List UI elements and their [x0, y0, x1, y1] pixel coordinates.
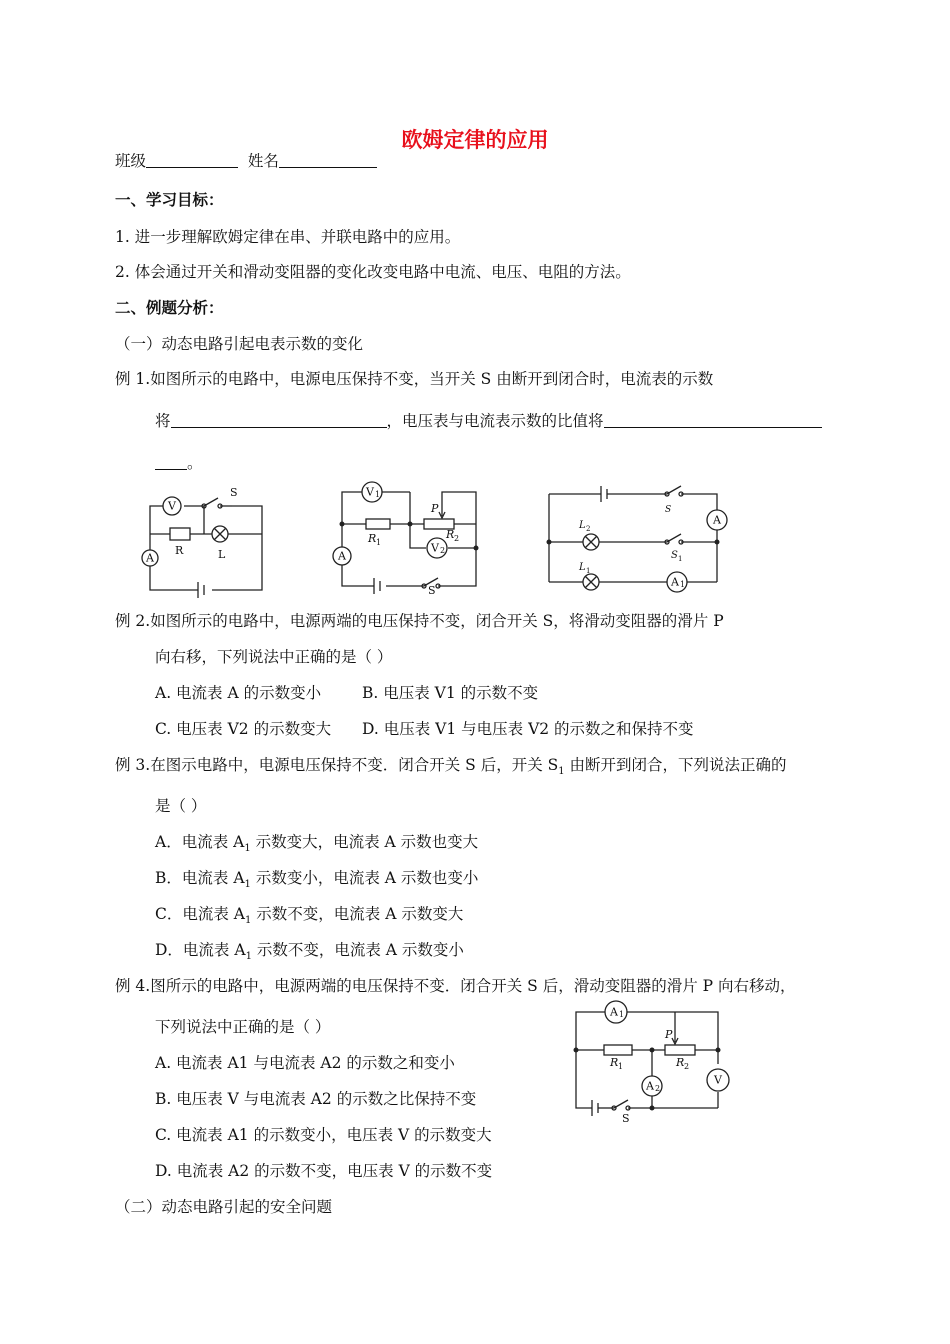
ex3-option-d-post: 示数不变，电流表 A 示数变小	[251, 941, 464, 959]
ex2-line1: 例 2.如图所示的电路中，电源两端的电压保持不变，闭合开关 S，将滑动变阻器的滑片 P	[115, 612, 724, 630]
ex3-option-b-pre: B．电流表 A	[155, 869, 245, 887]
fig3-l2-sub: 2	[586, 525, 591, 533]
ex3-option-c-sub: 1	[244, 915, 252, 927]
ex1-line2	[155, 411, 822, 431]
ex3-option-c-post: 示数不变，电流表 A 示数变大	[251, 905, 464, 923]
fig2-v1-label: V	[366, 485, 374, 499]
section1-heading: 一、学习目标：	[115, 191, 224, 209]
ex2-line2: 向右移，下列说法中正确的是（ ）	[155, 648, 393, 666]
circuit-diagram-1	[140, 482, 270, 594]
ex4-line1: 例 4.图所示的电路中，电源两端的电压保持不变．闭合开关 S 后，滑动变阻器的滑片 P 向右移动，	[115, 977, 796, 995]
fig2-ammeter-label: A	[338, 549, 346, 563]
name-blank[interactable]	[279, 151, 377, 168]
ex3-option-c[interactable]	[155, 904, 463, 931]
goal-item-1: 1. 进一步理解欧姆定律在串、并联电路中的应用。	[115, 228, 461, 246]
fig4-p-label: P	[665, 1028, 673, 1041]
ex4-line2: 下列说法中正确的是（ ）	[155, 1018, 331, 1036]
ex4-option-d[interactable]: D. 电流表 A2 的示数不变，电压表 V 的示数不变	[155, 1162, 493, 1180]
class-label: 班级	[115, 152, 147, 170]
fig1-switch-label: S	[230, 486, 238, 499]
ex3-option-a[interactable]	[155, 832, 478, 859]
fig2-v2-sub: 2	[440, 546, 446, 555]
fig4-a2-label: A	[646, 1079, 654, 1093]
ex1-blank-1[interactable]	[171, 411, 387, 428]
subsection-1: （一）动态电路引起电表示数的变化	[115, 335, 364, 353]
ex3-option-b[interactable]	[155, 868, 478, 895]
circuit-diagram-3	[543, 482, 743, 594]
fig2-v2-label: V	[431, 541, 439, 555]
ex3-option-b-sub: 1	[244, 879, 251, 891]
ex3-option-a-post: 示数变大，电流表 A 示数也变大	[250, 833, 479, 851]
ex1-blank-2[interactable]	[604, 411, 822, 428]
fig1-lamp-label: L	[218, 548, 226, 561]
ex2-option-a[interactable]: A. 电流表 A 的示数变小	[155, 684, 322, 702]
fig2-r1-label: R	[368, 532, 377, 545]
fig4-a1-sub: 1	[619, 1010, 625, 1019]
ex1-blank-3[interactable]	[155, 453, 187, 470]
fig1-ammeter-label: A	[146, 551, 154, 565]
ex3-option-d-pre: D．电流表 A	[155, 941, 246, 959]
class-blank[interactable]	[146, 151, 238, 168]
fig3-a1-label: A	[671, 575, 679, 589]
class-name-line	[115, 151, 377, 171]
fig2-p-label: P	[431, 502, 439, 515]
ex4-option-c[interactable]: C. 电流表 A1 的示数变小，电压表 V 的示数变大	[155, 1126, 492, 1144]
subsection-2: （二）动态电路引起的安全问题	[115, 1198, 333, 1216]
ex1-line1: 例 1.如图所示的电路中，电源电压保持不变，当开关 S 由断开到闭合时，电流表的示数	[115, 370, 714, 388]
fig3-l1-sub: 1	[586, 567, 591, 575]
fig2-r2-sub: 2	[454, 534, 460, 543]
fig2-switch-label: S	[428, 584, 436, 597]
fig4-r2-label: R	[676, 1056, 685, 1069]
fig4-a1-label: A	[610, 1005, 618, 1019]
ex3-line2: 是（ ）	[155, 797, 207, 815]
ex1-line3-end: 。	[187, 454, 203, 472]
fig2-v1-sub: 1	[375, 490, 381, 499]
fig2-r1-sub: 1	[376, 538, 382, 547]
ex2-option-d[interactable]: D. 电压表 V1 与电压表 V2 的示数之和保持不变	[362, 720, 694, 738]
fig3-switch-label: S	[665, 505, 672, 515]
fig3-s1-sub: 1	[678, 555, 683, 563]
fig4-r1-label: R	[610, 1056, 619, 1069]
fig3-l2-label: L	[579, 520, 586, 531]
ex3-line1b: 由断开到闭合，下列说法正确的	[564, 756, 787, 774]
fig1-voltmeter-label: V	[168, 499, 176, 513]
circuit-diagram-2	[330, 482, 480, 597]
fig4-a2-sub: 2	[655, 1084, 661, 1093]
fig1-resistor-label: R	[175, 544, 184, 557]
ex3-line1a: 例 3.在图示电路中，电源电压保持不变．闭合开关 S 后，开关 S	[115, 756, 559, 774]
ex3-option-a-sub: 1	[244, 843, 251, 855]
fig3-s1-label: S	[671, 550, 678, 561]
ex4-option-b[interactable]: B. 电压表 V 与电流表 A2 的示数之比保持不变	[155, 1090, 477, 1108]
fig3-l1-label: L	[579, 562, 586, 573]
ex3-option-c-pre: C．电流表 A	[155, 905, 245, 923]
fig4-r2-sub: 2	[684, 1062, 690, 1071]
section2-heading: 二、例题分析：	[115, 299, 224, 317]
ex2-option-b[interactable]: B. 电压表 V1 的示数不变	[362, 684, 539, 702]
fig4-r1-sub: 1	[618, 1062, 624, 1071]
goal-item-2: 2. 体会通过开关和滑动变阻器的变化改变电路中电流、电压、电阻的方法。	[115, 263, 631, 281]
fig3-ammeter-label: A	[713, 513, 721, 527]
ex3-option-a-pre: A．电流表 A	[155, 833, 245, 851]
circuit-diagram-4	[570, 1000, 745, 1125]
ex3-option-d[interactable]	[155, 940, 464, 967]
fig4-switch-label: S	[622, 1112, 630, 1125]
page-title: 欧姆定律的应用	[401, 128, 549, 152]
name-label: 姓名	[247, 152, 279, 170]
ex4-option-a[interactable]: A. 电流表 A1 与电流表 A2 的示数之和变小	[155, 1054, 455, 1072]
ex3-line1	[115, 755, 787, 782]
ex1-line2b: ，电压表与电流表示数的比值将	[386, 412, 604, 430]
ex3-option-d-sub: 1	[245, 951, 252, 963]
fig2-r2-label: R	[446, 528, 455, 541]
ex1-line2a: 将	[155, 412, 171, 430]
ex2-option-c[interactable]: C. 电压表 V2 的示数变大	[155, 720, 332, 738]
ex3-option-b-post: 示数变小，电流表 A 示数也变小	[250, 869, 479, 887]
fig4-voltmeter-label: V	[714, 1073, 722, 1087]
ex3-line1-sub: 1	[558, 766, 565, 778]
fig3-a1-sub: 1	[680, 580, 686, 589]
ex1-line3	[155, 453, 203, 473]
